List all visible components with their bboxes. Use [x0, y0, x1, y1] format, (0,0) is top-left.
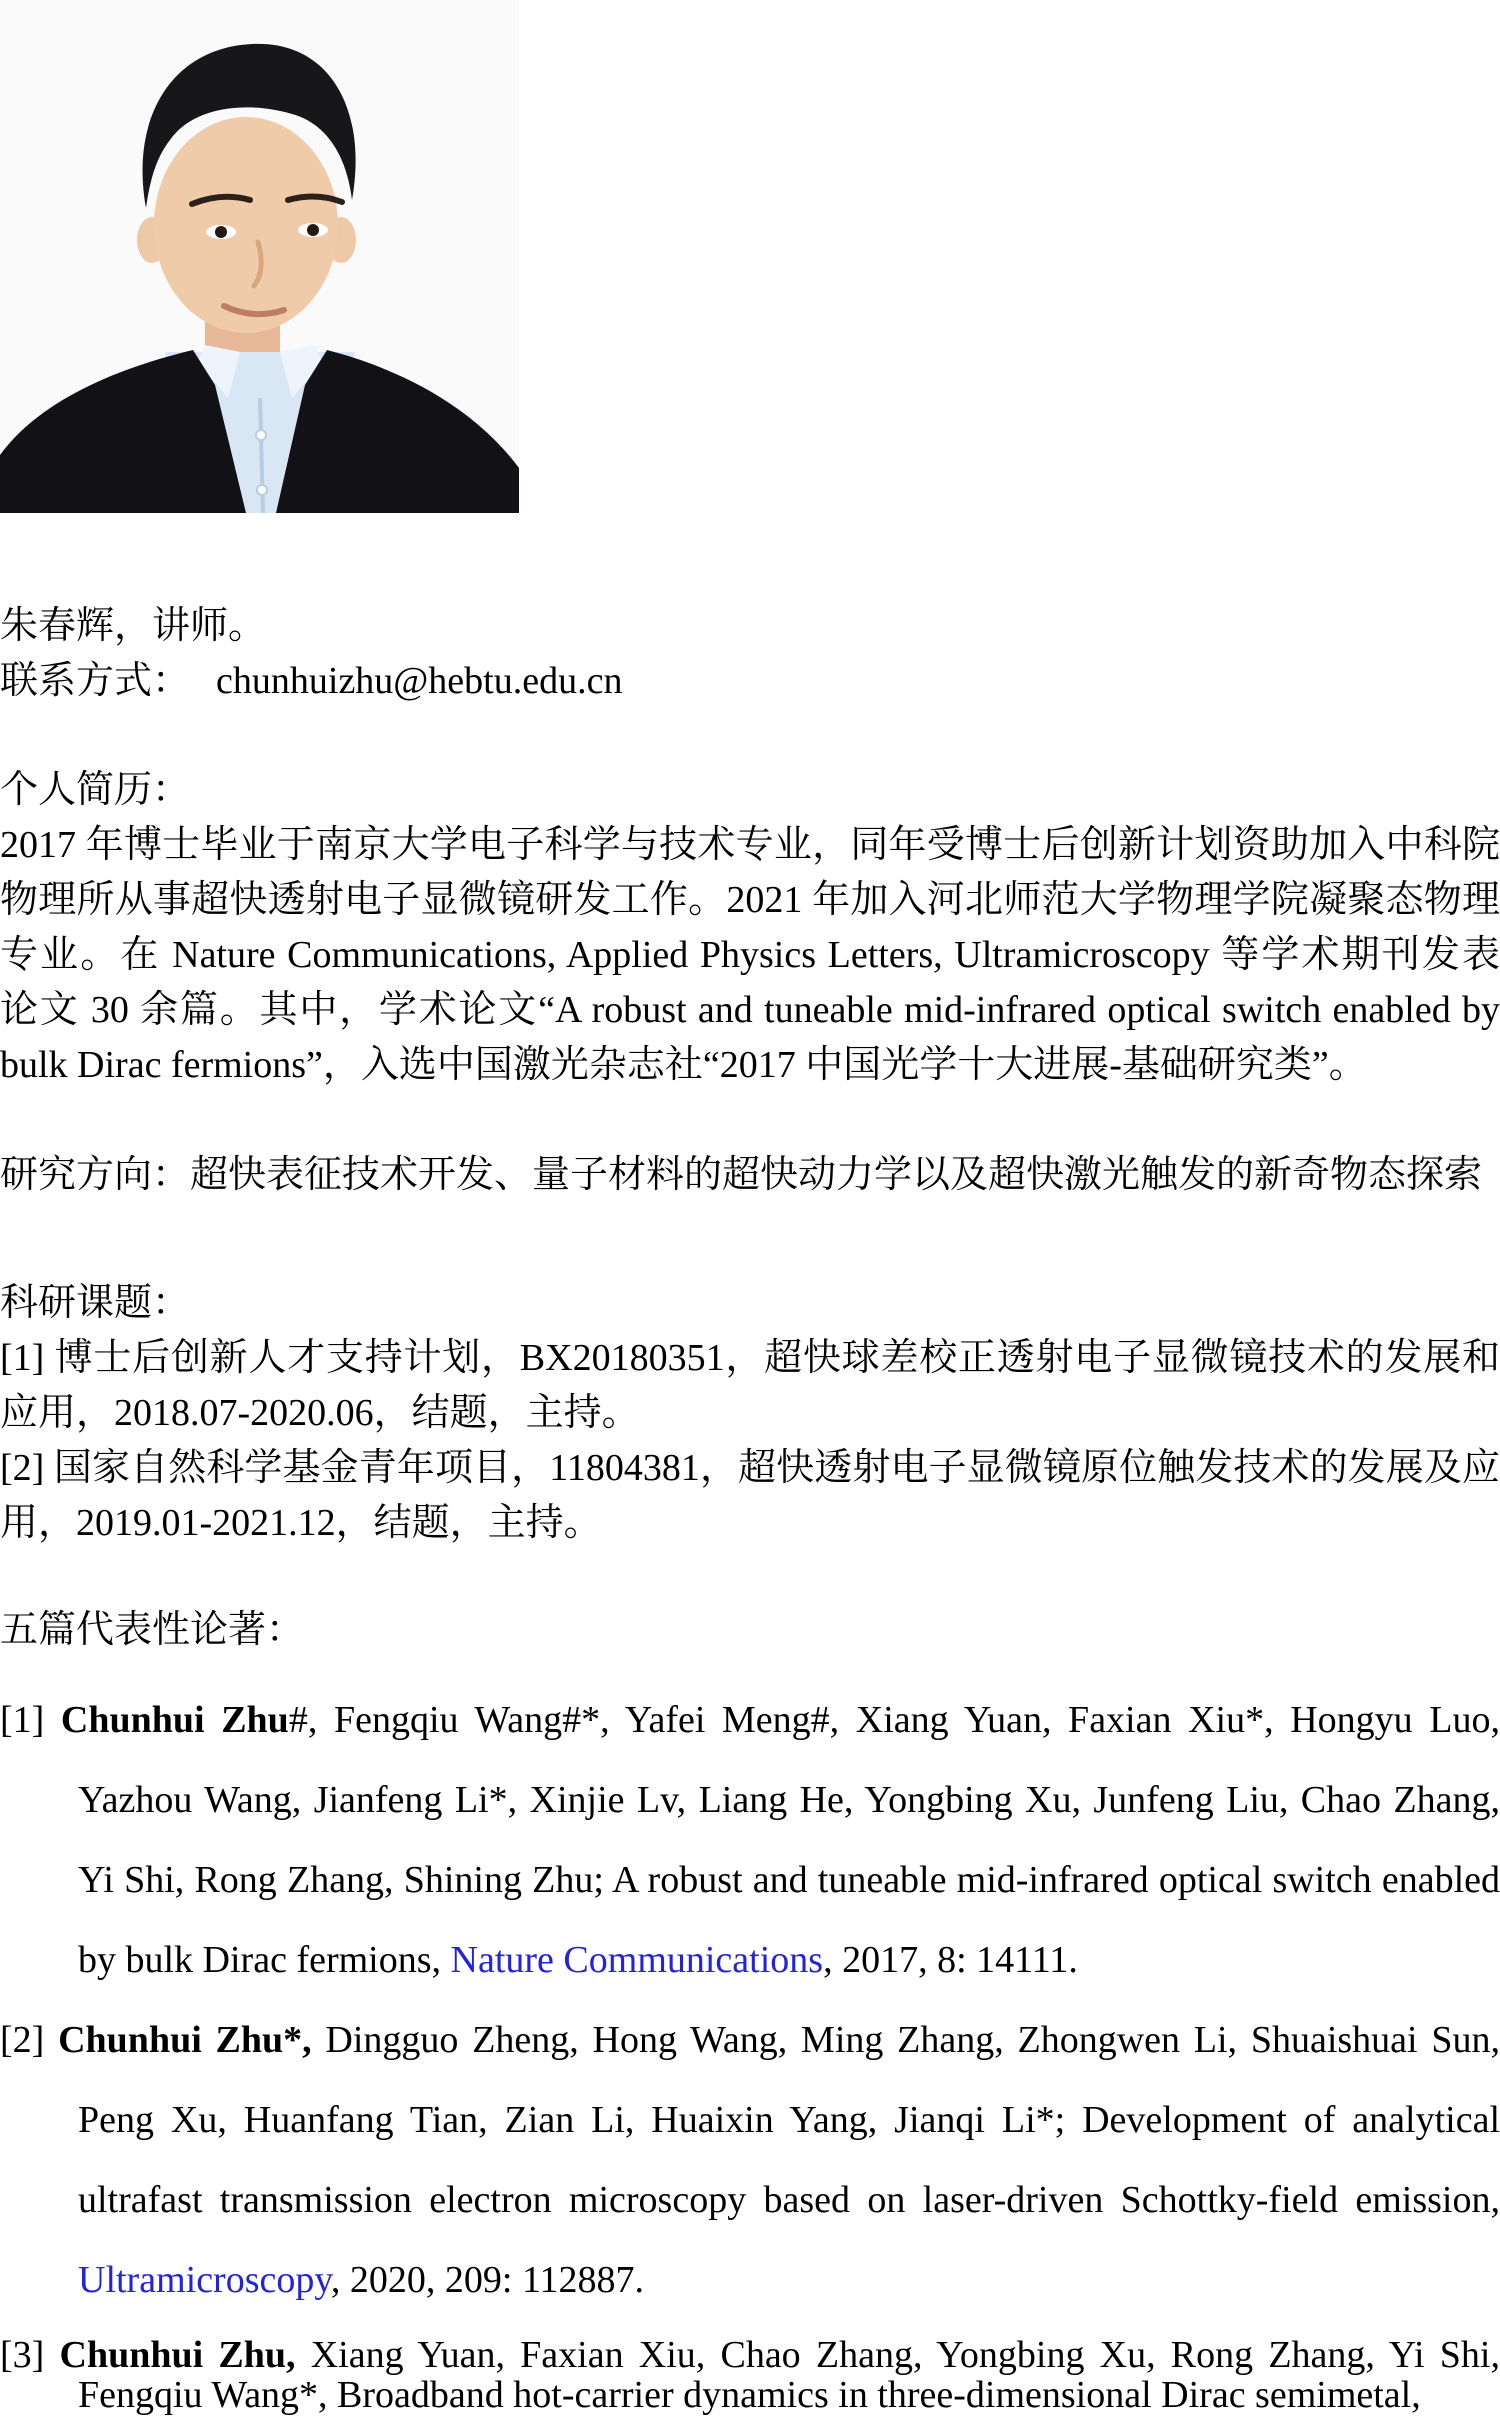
portrait-photo-illustration — [0, 0, 519, 513]
publication-2-authors-title: Dingguo Zheng, Hong Wang, Ming Zhang, Zhongwen Li, Shuaishuai Sun, Peng Xu, Huanfang Tian, Zian Li, Huaixin Yang, Jianqi Li*; Development of analytical ultrafast transmission electron microscopy based on laser-driven Schottky-field emission, — [78, 2019, 1500, 2221]
project-item-2: [2] 国家自然科学基金青年项目，11804381，超快透射电子显微镜原位触发技术的发展及应用，2019.01-2021.12，结题，主持。 — [0, 1447, 1500, 1544]
publication-3-authors-title: Xiang Yuan, Faxian Xiu, Chao Zhang, Yongbing Xu, Rong Zhang, Yi Shi, Fengqiu Wang*, Broadband hot-carrier dynamics in three-dimensional Dirac semimetal, — [78, 2334, 1500, 2416]
contact-line — [0, 654, 1500, 709]
research-direction-line: 研究方向：超快表征技术开发、量子材料的超快动力学以及超快激光触发的新奇物态探索 — [0, 1154, 1483, 1196]
publication-1-citation: , 2017, 8: 14111. — [823, 1939, 1078, 1981]
publication-1-bold-author: Chunhui Zhu — [60, 1699, 289, 1741]
journal-link-ultramicroscopy[interactable]: Ultramicroscopy — [78, 2259, 331, 2301]
publication-3-label: [3] — [0, 2334, 60, 2376]
publication-2-label: [2] — [0, 2019, 59, 2061]
publication-item-2 — [0, 2000, 1500, 2320]
publication-item-3 — [0, 2335, 1500, 2415]
publications-heading: 五篇代表性论著： — [0, 1609, 305, 1651]
publication-1-authors-title: #, Fengqiu Wang#*, Yafei Meng#, Xiang Yuan, Faxian Xiu*, Hongyu Luo, Yazhou Wang, Jianfeng Li*, Xinjie Lv, Liang He, Yongbing Xu, Junfeng Liu, Chao Zhang, Yi Shi, Rong Zhang, Shining Zhu; A robust and tuneable mid-infrared optical switch enabled by bulk Dirac fermions, — [78, 1699, 1500, 1981]
name-title-line — [0, 599, 1500, 654]
name-title: 朱春辉，讲师。 — [0, 605, 267, 647]
contact-label: 联系方式： — [0, 660, 191, 702]
project-item-1: [1] 博士后创新人才支持计划，BX20180351，超快球差校正透射电子显微镜技术的发展和应用，2018.07-2020.06，结题，主持。 — [0, 1337, 1500, 1434]
resume-paragraph: 2017 年博士毕业于南京大学电子科学与技术专业，同年受博士后创新计划资助加入中科院物理所从事超快透射电子显微镜研发工作。2021 年加入河北师范大学物理学院凝聚态物理专业。在 Nature Communications, Applied Physics Letters, Ultramicroscopy 等学术期刊发表论文 30 余篇。其中，学术论文“A robust and tuneable mid-infrared optical switch enabled by bulk Dirac fermions”，入选中国激光杂志社“2017 中国光学十大进展-基础研究类”。 — [0, 824, 1500, 1086]
publication-2-bold-author: Chunhui Zhu*, — [58, 2019, 312, 2061]
publication-1-label: [1] — [0, 1699, 61, 1741]
journal-link-nature-communications[interactable]: Nature Communications — [450, 1939, 824, 1981]
email-address: chunhuizhu@hebtu.edu.cn — [216, 660, 623, 702]
profile-photo — [0, 0, 519, 513]
resume-heading: 个人简历： — [0, 769, 191, 811]
publication-3-bold-author: Chunhui Zhu, — [59, 2334, 296, 2376]
publication-2-citation: , 2020, 209: 112887. — [330, 2259, 645, 2301]
projects-heading: 科研课题： — [0, 1282, 191, 1324]
publication-item-1 — [0, 1680, 1500, 2000]
intro-block — [0, 599, 1500, 709]
